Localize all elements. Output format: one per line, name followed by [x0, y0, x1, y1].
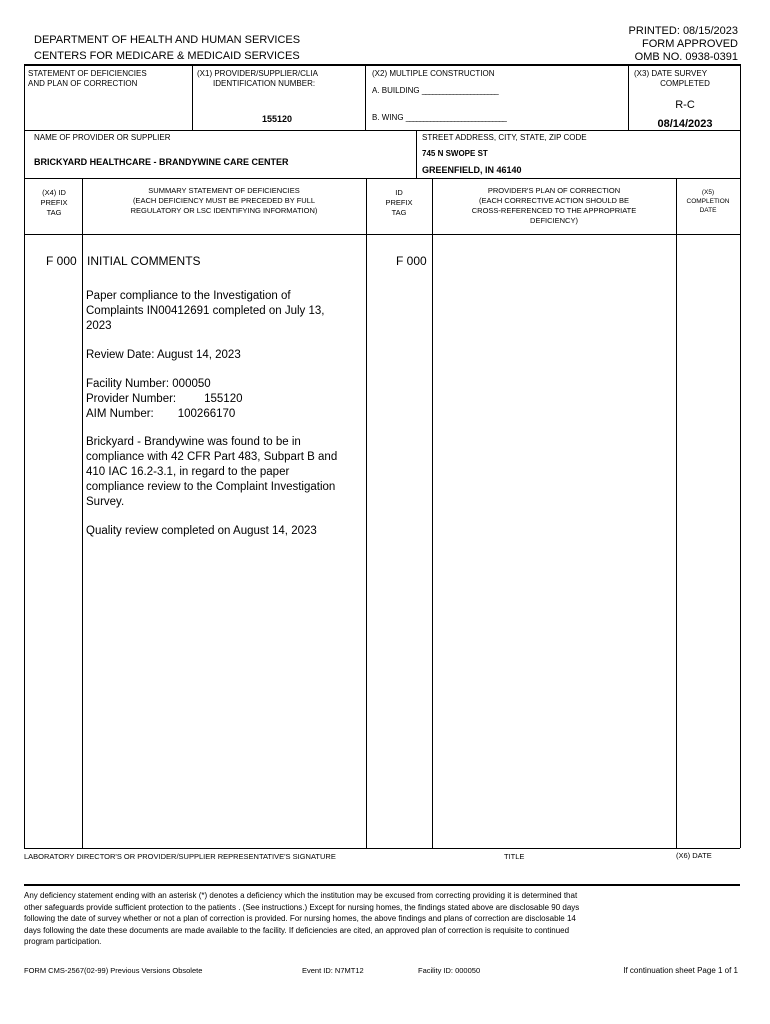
para1-line-2: Complaints IN00412691 completed on July 13, [86, 305, 325, 317]
aim-number-label: AIM Number: [86, 408, 154, 420]
col-x5-line-3: DATE [699, 207, 717, 214]
footnote-line-5: program participation. [24, 937, 102, 946]
provider-number-row [86, 392, 243, 407]
col-x4-line-2: PREFIX [40, 198, 68, 207]
border-left [24, 64, 25, 848]
rule-signature-bottom [24, 884, 740, 886]
col-x5-header [676, 188, 740, 215]
para1-line-1: Paper compliance to the Investigation of [86, 290, 291, 302]
rule-provider-bottom [24, 178, 740, 179]
x3-code: R-C [675, 99, 695, 111]
footnote-line-3: following the date of survey whether or not a plan of correction is provided. For nursing homes, the above findings and plans of correction are disclosable 14 [24, 914, 576, 923]
rule-col-header-bottom [24, 234, 740, 235]
title-label: TITLE [504, 852, 525, 861]
x1-label-2: IDENTIFICATION NUMBER: [213, 79, 316, 88]
aim-number-row [86, 407, 235, 422]
divider-col-4 [676, 178, 677, 848]
col-id-line-3: TAG [391, 208, 407, 217]
wing-field [372, 113, 506, 123]
col-x4-header [26, 188, 82, 218]
facility-number-label: Facility Number: [86, 378, 173, 390]
prefix-tag-right: F 000 [396, 254, 427, 268]
divider-provider [416, 130, 417, 178]
compliance-paragraph [86, 435, 364, 510]
facility-id: Facility ID: 000050 [418, 966, 481, 975]
form-approved: FORM APPROVED [642, 38, 738, 50]
col-summary-header [82, 186, 366, 216]
x3-label-1: (X3) DATE SURVEY [634, 69, 708, 78]
continuation-page: If continuation sheet Page 1 of 1 [623, 966, 738, 975]
col-id-header [366, 188, 432, 218]
col-id-line-1: ID [395, 188, 403, 197]
footnote-line-4: days following the date these documents are made available to the facility. If deficiencies are cited, an approved plan of correction is requisite to continued [24, 925, 570, 935]
facility-number: 000050 [172, 378, 211, 390]
col-plan-line-1: PROVIDER'S PLAN OF CORRECTION [487, 186, 621, 195]
rule-signature-top [24, 848, 740, 849]
provider-name: BRICKYARD HEALTHCARE - BRANDYWINE CARE CENTER [34, 157, 289, 167]
address-label: STREET ADDRESS, CITY, STATE, ZIP CODE [422, 133, 587, 142]
printed-date: PRINTED: 08/15/2023 [628, 25, 738, 37]
aim-number: 100266170 [177, 408, 236, 420]
col-summary-line-1: SUMMARY STATEMENT OF DEFICIENCIES [148, 186, 300, 195]
street-address: 745 N SWOPE ST [422, 149, 488, 158]
disclosure-footnote [24, 890, 740, 948]
review-date: Review Date: August 14, 2023 [86, 349, 241, 361]
wing-label: B. WING [372, 113, 404, 122]
omb-number: OMB NO. 0938-0391 [634, 51, 738, 63]
event-id: Event ID: N7MT12 [302, 966, 364, 975]
agency-line-1: DEPARTMENT OF HEALTH AND HUMAN SERVICES [34, 34, 301, 46]
form-number: FORM CMS-2567(02-99) Previous Versions Obsolete [24, 966, 203, 975]
divider-x1 [192, 64, 193, 130]
x6-date-label: (X6) DATE [676, 851, 712, 860]
para2-line-2: compliance with 42 CFR Part 483, Subpart B and [86, 451, 338, 463]
para2-line-5: Survey. [86, 496, 125, 508]
col-plan-line-4: DEFICIENCY) [530, 216, 578, 225]
col-x5-line-1: (X5) [701, 189, 715, 196]
provider-number: 155120 [204, 393, 243, 405]
divider-x3 [628, 64, 629, 130]
x1-identification-number: 155120 [262, 114, 293, 124]
rule-top [24, 64, 740, 66]
facility-number-row [86, 377, 211, 392]
border-right [740, 64, 741, 848]
provider-name-label: NAME OF PROVIDER OR SUPPLIER [34, 133, 171, 142]
col-x4-line-1: (X4) ID [42, 188, 66, 197]
para2-line-1: Brickyard - Brandywine was found to be in [86, 436, 301, 448]
footnote-line-1: Any deficiency statement ending with an asterisk (*) denotes a deficiency which the institution may be excused from correcting providing it is determined that [24, 891, 578, 900]
para1-line-3: 2023 [86, 320, 112, 332]
survey-completed-date: 08/14/2023 [657, 118, 713, 130]
x3-label-2: COMPLETED [660, 79, 710, 88]
statement-label-1: STATEMENT OF DEFICIENCIES [28, 69, 147, 78]
col-summary-line-3: REGULATORY OR LSC IDENTIFYING INFORMATION) [130, 206, 318, 215]
entry-heading: INITIAL COMMENTS [87, 254, 201, 268]
col-plan-line-2: (EACH CORRECTIVE ACTION SHOULD BE [478, 196, 630, 205]
divider-col-3 [432, 178, 433, 848]
col-summary-line-2: (EACH DEFICIENCY MUST BE PRECEDED BY FULL [132, 196, 316, 205]
col-plan-header [432, 186, 676, 226]
x2-label: (X2) MULTIPLE CONSTRUCTION [372, 69, 495, 78]
x1-label-1: (X1) PROVIDER/SUPPLIER/CLIA [197, 69, 318, 78]
director-signature-label: LABORATORY DIRECTOR'S OR PROVIDER/SUPPLIER REPRESENTATIVE'S SIGNATURE [24, 852, 336, 861]
city-state-zip: GREENFIELD, IN 46140 [422, 165, 522, 175]
summary-statement [86, 289, 361, 334]
footnote-line-2: other safeguards provide sufficient protection to the patients . (See instructions.) Except for nursing homes, the findings stated above are disclosable 90 days [24, 902, 580, 912]
col-plan-line-3: CROSS-REFERENCED TO THE APPROPRIATE [471, 206, 637, 215]
divider-col-1 [82, 178, 83, 848]
col-id-line-2: PREFIX [385, 198, 413, 207]
col-x4-line-3: TAG [46, 208, 62, 217]
provider-number-label: Provider Number: [86, 393, 177, 405]
statement-label-2: AND PLAN OF CORRECTION [28, 79, 138, 88]
wing-line: _____________________________ [405, 113, 506, 122]
agency-line-2: CENTERS FOR MEDICARE & MEDICAID SERVICES [34, 50, 300, 62]
building-field [372, 86, 498, 96]
building-line: ______________________ [421, 86, 498, 95]
prefix-tag-left: F 000 [46, 254, 77, 268]
divider-x2 [365, 64, 366, 130]
para2-line-4: compliance review to the Complaint Investigation [86, 481, 336, 493]
divider-col-2 [366, 178, 367, 848]
col-x5-line-2: COMPLETION [686, 198, 730, 205]
building-label: A. BUILDING [372, 86, 420, 95]
quality-review: Quality review completed on August 14, 2023 [86, 525, 317, 537]
para2-line-3: 410 IAC 16.2-3.1, in regard to the paper [86, 466, 290, 478]
